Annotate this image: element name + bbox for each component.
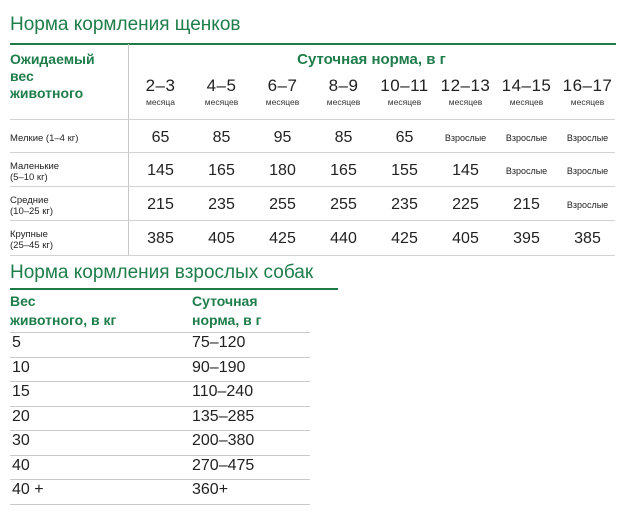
feeding-amount-cell: 95: [273, 129, 292, 146]
adult-table-title: Норма кормления взрослых собак: [10, 262, 314, 283]
adult-weight-cell: 5: [12, 334, 21, 351]
age-column-header: [313, 76, 374, 107]
age-range: 12–13: [440, 76, 491, 95]
adult-row-separator: [10, 455, 310, 456]
adult-feeding-table: [10, 290, 310, 512]
adult-norm-header-line: норма, в г: [192, 312, 262, 328]
feeding-amount-cell: 145: [147, 162, 174, 179]
feeding-amount-cell: Взрослые: [566, 133, 609, 143]
adult-weight-cell: 15: [12, 383, 30, 400]
adult-weight-header-line: животного, в кг: [10, 312, 117, 328]
feeding-amount-cell: 385: [147, 230, 174, 247]
age-unit: месяца: [145, 97, 176, 107]
daily-norm-header: Суточная норма, в г: [297, 51, 446, 68]
adult-weight-cell: 40: [12, 457, 30, 474]
age-range: 4–5: [206, 76, 237, 95]
feeding-amount-cell: 440: [330, 230, 357, 247]
adult-row-separator: [10, 406, 310, 407]
adult-norm-cell: 75–120: [192, 334, 246, 351]
adult-weight-header: [10, 292, 116, 330]
age-column-header: [435, 76, 496, 107]
dog-size-label: [10, 161, 125, 183]
feeding-amount-cell: 395: [513, 230, 540, 247]
feeding-amount-cell: 385: [574, 230, 601, 247]
adult-norm-cell: 110–240: [192, 383, 254, 400]
feeding-amount-cell: 255: [330, 196, 357, 213]
feeding-amount-cell: 180: [269, 162, 296, 179]
expected-weight-header-line: Ожидаемый: [10, 51, 95, 67]
dog-size-label-line: (25–45 кг): [10, 239, 54, 251]
feeding-amount-cell: 235: [391, 196, 418, 213]
dog-size-label: [10, 229, 125, 251]
age-column-header: [130, 76, 191, 107]
feeding-amount-cell: 215: [513, 196, 540, 213]
feeding-amount-cell: 425: [391, 230, 418, 247]
dog-size-label-line: (10–25 кг): [10, 205, 54, 217]
dog-size-label-line: (5–10 кг): [10, 171, 48, 183]
feeding-amount-cell: 155: [391, 162, 418, 179]
feeding-amount-cell: 235: [208, 196, 235, 213]
feeding-amount-cell: 85: [334, 129, 353, 146]
feeding-amount-cell: 65: [151, 129, 170, 146]
age-range: 10–11: [380, 76, 429, 95]
dog-size-label: [10, 133, 125, 144]
adult-weight-cell: 40 +: [12, 481, 44, 498]
adult-norm-header: [192, 292, 261, 330]
age-unit: месяцев: [387, 97, 422, 107]
feeding-amount-cell: 215: [147, 196, 174, 213]
feeding-amount-cell: 225: [452, 196, 479, 213]
dog-size-label-line: Маленькие: [10, 160, 60, 172]
expected-weight-header: [10, 51, 128, 102]
age-unit: месяцев: [265, 97, 300, 107]
adult-weight-cell: 30: [12, 432, 30, 449]
dog-size-label-line: Крупные: [10, 228, 48, 240]
adult-row-separator: [10, 357, 310, 358]
adult-norm-header-line: Суточная: [192, 293, 258, 309]
age-range: 16–17: [562, 76, 613, 95]
adult-norm-cell: 270–475: [192, 457, 255, 474]
age-unit: месяцев: [509, 97, 544, 107]
adult-norm-cell: 90–190: [192, 359, 246, 376]
feeding-amount-cell: 405: [208, 230, 235, 247]
row-separator: [10, 255, 615, 256]
adult-weight-cell: 20: [12, 408, 30, 425]
age-column-header: [191, 76, 252, 107]
age-column-header: [252, 76, 313, 107]
puppy-table-title: Норма кормления щенков: [10, 14, 241, 35]
feeding-amount-cell: 165: [330, 162, 357, 179]
feeding-amount-cell: 405: [452, 230, 479, 247]
adult-row-separator: [10, 332, 310, 333]
feeding-amount-cell: 65: [395, 129, 414, 146]
age-unit: месяцев: [570, 97, 605, 107]
row-separator: [10, 220, 615, 221]
header-divider: [128, 44, 129, 256]
feeding-amount-cell: 145: [452, 162, 479, 179]
expected-weight-header-line: вес: [10, 68, 34, 84]
dog-size-label-line: Средние: [10, 194, 49, 206]
adult-norm-cell: 135–285: [192, 408, 255, 425]
adult-norm-cell: 360+: [192, 481, 229, 498]
row-separator: [10, 152, 615, 153]
adult-row-separator: [10, 479, 310, 480]
age-unit: месяцев: [448, 97, 483, 107]
row-separator: [10, 186, 615, 187]
age-column-header: [496, 76, 557, 107]
feeding-amount-cell: Взрослые: [505, 133, 548, 143]
adult-row-separator: [10, 430, 310, 431]
expected-weight-header-line: животного: [10, 85, 84, 101]
feeding-amount-cell: 165: [208, 162, 235, 179]
age-range: 6–7: [267, 76, 298, 95]
feeding-amount-cell: Взрослые: [505, 166, 548, 176]
adult-row-separator: [10, 504, 310, 505]
age-unit: месяцев: [204, 97, 239, 107]
feeding-amount-cell: Взрослые: [444, 133, 487, 143]
dog-size-label-line: Мелкие (1–4 кг): [10, 133, 79, 144]
feeding-amount-cell: 425: [269, 230, 296, 247]
feeding-amount-cell: Взрослые: [566, 166, 609, 176]
age-range: 8–9: [328, 76, 359, 95]
row-separator: [10, 119, 615, 120]
age-column-header: [374, 76, 435, 107]
feeding-amount-cell: Взрослые: [566, 200, 609, 210]
feeding-amount-cell: 85: [212, 129, 231, 146]
dog-size-label: [10, 195, 125, 217]
feeding-amount-cell: 255: [269, 196, 296, 213]
adult-weight-cell: 10: [12, 359, 30, 376]
adult-weight-header-line: Вес: [10, 293, 36, 309]
age-unit: месяцев: [326, 97, 361, 107]
age-range: 14–15: [501, 76, 552, 95]
adult-row-separator: [10, 381, 310, 382]
puppy-feeding-table: [10, 44, 615, 256]
age-range: 2–3: [145, 76, 176, 95]
age-column-header: [557, 76, 618, 107]
adult-norm-cell: 200–380: [192, 432, 255, 449]
